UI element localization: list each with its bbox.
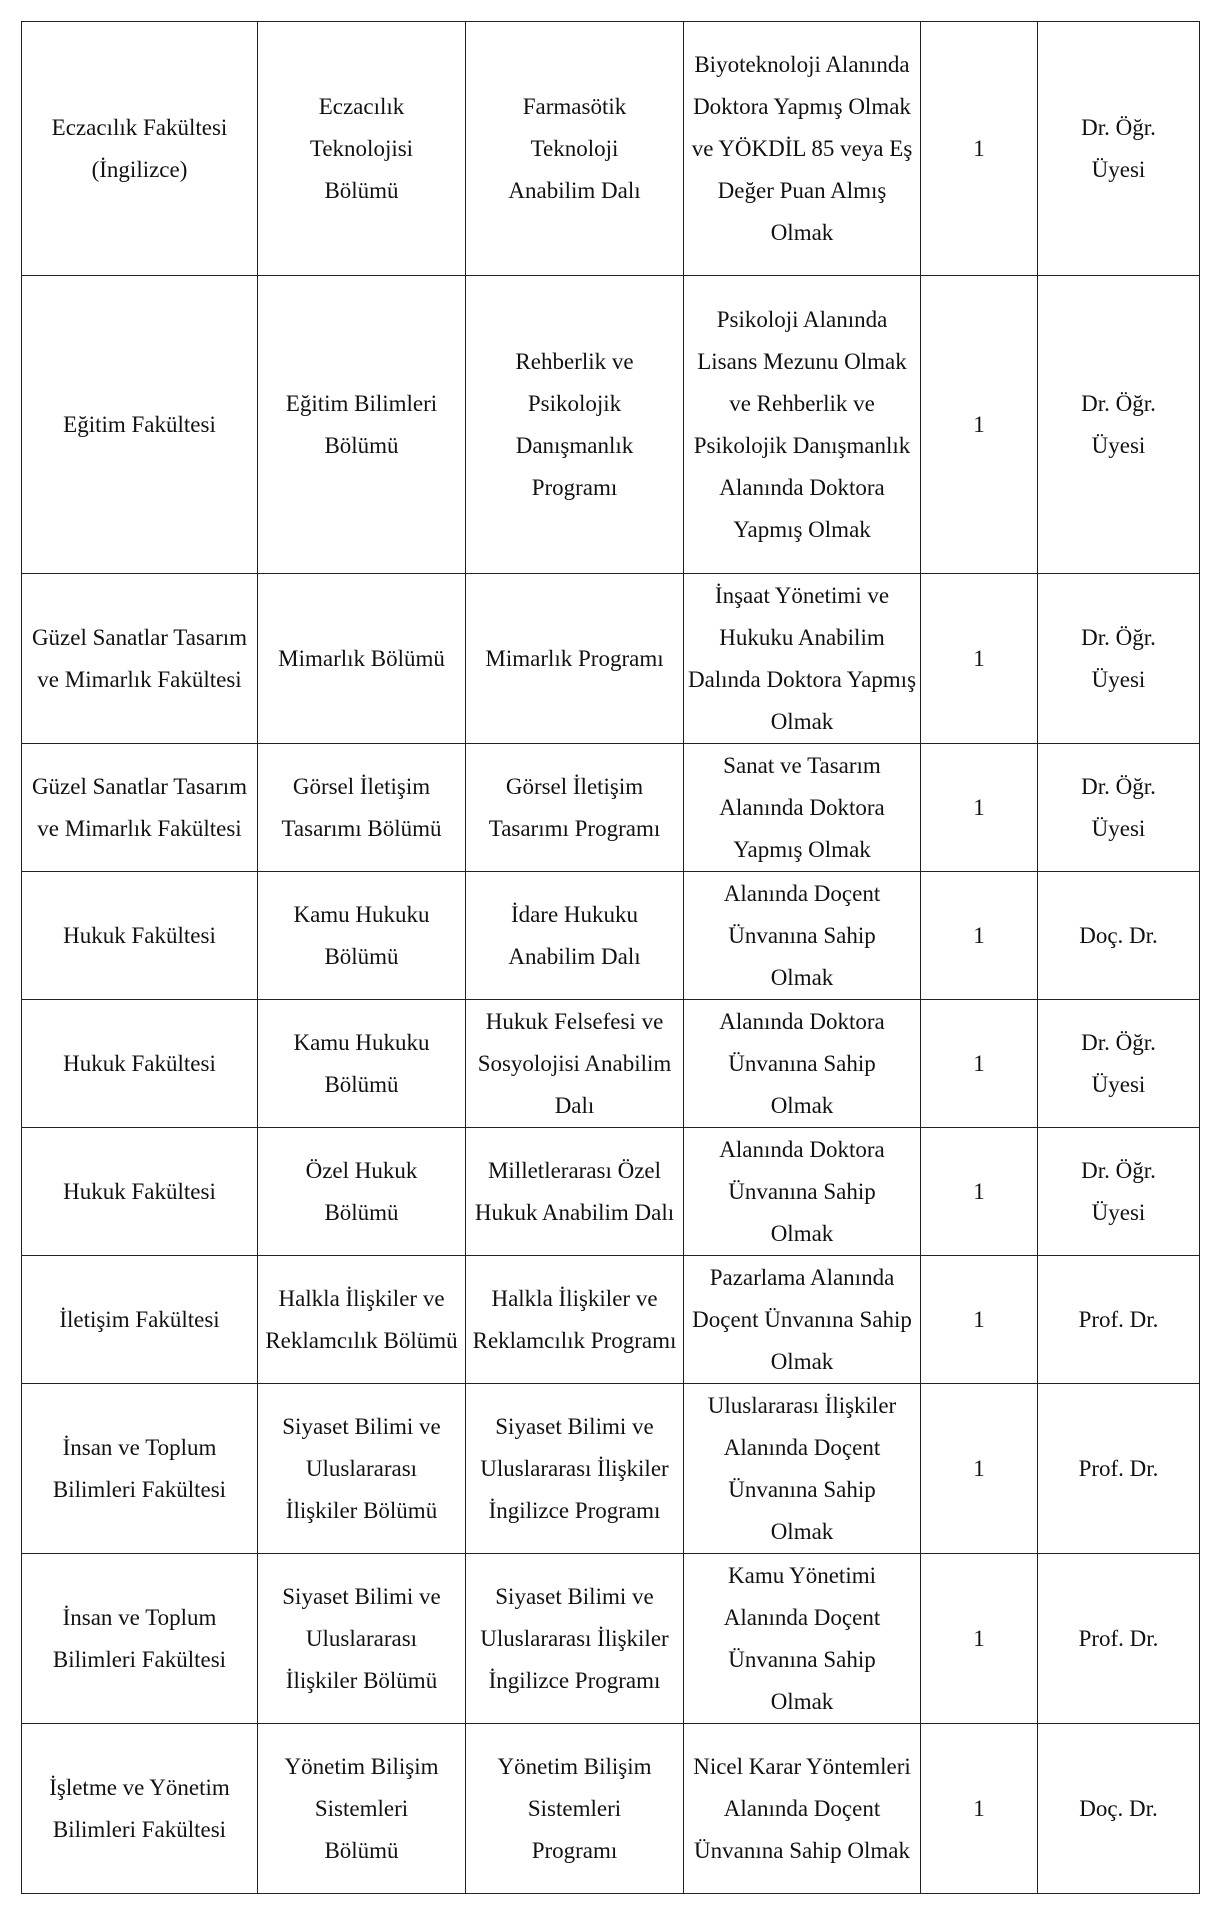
count-cell: 1 (921, 276, 1038, 574)
department-cell: Eğitim Bilimleri Bölümü (258, 276, 466, 574)
program-cell: Farmasötik Teknoloji Anabilim Dalı (466, 22, 684, 276)
faculty-cell: İşletme ve Yönetim Bilimleri Fakültesi (22, 1724, 258, 1894)
count-cell: 1 (921, 22, 1038, 276)
department-cell: Kamu Hukuku Bölümü (258, 1000, 466, 1128)
faculty-cell: İletişim Fakültesi (22, 1256, 258, 1384)
program-cell: Siyaset Bilimi ve Uluslararası İlişkiler İngilizce Programı (466, 1384, 684, 1554)
title-cell: Dr. Öğr. Üyesi (1038, 1000, 1200, 1128)
department-cell: Eczacılık Teknolojisi Bölümü (258, 22, 466, 276)
requirement-cell: Uluslararası İlişkiler Alanında Doçent Ünvanına Sahip Olmak (684, 1384, 921, 1554)
requirement-cell: Sanat ve Tasarım Alanında Doktora Yapmış Olmak (684, 744, 921, 872)
table-row (22, 574, 1200, 744)
requirement-cell: Alanında Doktora Ünvanına Sahip Olmak (684, 1000, 921, 1128)
program-cell: Yönetim Bilişim Sistemleri Programı (466, 1724, 684, 1894)
faculty-cell: Hukuk Fakültesi (22, 1128, 258, 1256)
count-cell: 1 (921, 1384, 1038, 1554)
position-table (21, 21, 1200, 1894)
department-cell: Halkla İlişkiler ve Reklamcılık Bölümü (258, 1256, 466, 1384)
department-cell: Yönetim Bilişim Sistemleri Bölümü (258, 1724, 466, 1894)
program-cell: Hukuk Felsefesi ve Sosyolojisi Anabilim Dalı (466, 1000, 684, 1128)
table-row (22, 22, 1200, 276)
department-cell: Siyaset Bilimi ve Uluslararası İlişkiler Bölümü (258, 1554, 466, 1724)
requirement-cell: Biyoteknoloji Alanında Doktora Yapmış Olmak ve YÖKDİL 85 veya Eş Değer Puan Almış Olmak (684, 22, 921, 276)
faculty-cell: Eğitim Fakültesi (22, 276, 258, 574)
program-cell: Görsel İletişim Tasarımı Programı (466, 744, 684, 872)
faculty-cell: Güzel Sanatlar Tasarım ve Mimarlık Fakültesi (22, 574, 258, 744)
title-cell: Dr. Öğr. Üyesi (1038, 574, 1200, 744)
department-cell: Siyaset Bilimi ve Uluslararası İlişkiler Bölümü (258, 1384, 466, 1554)
faculty-cell: Hukuk Fakültesi (22, 1000, 258, 1128)
title-cell: Dr. Öğr. Üyesi (1038, 744, 1200, 872)
table-row (22, 1128, 1200, 1256)
title-cell: Prof. Dr. (1038, 1384, 1200, 1554)
faculty-cell: İnsan ve Toplum Bilimleri Fakültesi (22, 1554, 258, 1724)
department-cell: Mimarlık Bölümü (258, 574, 466, 744)
count-cell: 1 (921, 1554, 1038, 1724)
count-cell: 1 (921, 1256, 1038, 1384)
count-cell: 1 (921, 1724, 1038, 1894)
requirement-cell: İnşaat Yönetimi ve Hukuku Anabilim Dalında Doktora Yapmış Olmak (684, 574, 921, 744)
table-row (22, 276, 1200, 574)
requirement-cell: Pazarlama Alanında Doçent Ünvanına Sahip Olmak (684, 1256, 921, 1384)
title-cell: Prof. Dr. (1038, 1256, 1200, 1384)
count-cell: 1 (921, 744, 1038, 872)
program-cell: Mimarlık Programı (466, 574, 684, 744)
count-cell: 1 (921, 872, 1038, 1000)
table-row (22, 1554, 1200, 1724)
title-cell: Doç. Dr. (1038, 1724, 1200, 1894)
title-cell: Dr. Öğr. Üyesi (1038, 276, 1200, 574)
requirement-cell: Kamu Yönetimi Alanında Doçent Ünvanına Sahip Olmak (684, 1554, 921, 1724)
count-cell: 1 (921, 1128, 1038, 1256)
program-cell: Halkla İlişkiler ve Reklamcılık Programı (466, 1256, 684, 1384)
faculty-cell: Güzel Sanatlar Tasarım ve Mimarlık Fakültesi (22, 744, 258, 872)
requirement-cell: Nicel Karar Yöntemleri Alanında Doçent Ünvanına Sahip Olmak (684, 1724, 921, 1894)
department-cell: Özel Hukuk Bölümü (258, 1128, 466, 1256)
count-cell: 1 (921, 1000, 1038, 1128)
title-cell: Dr. Öğr. Üyesi (1038, 22, 1200, 276)
title-cell: Dr. Öğr. Üyesi (1038, 1128, 1200, 1256)
department-cell: Kamu Hukuku Bölümü (258, 872, 466, 1000)
faculty-cell: Eczacılık Fakültesi (İngilizce) (22, 22, 258, 276)
table-row (22, 1256, 1200, 1384)
title-cell: Doç. Dr. (1038, 872, 1200, 1000)
table-row (22, 1000, 1200, 1128)
department-cell: Görsel İletişim Tasarımı Bölümü (258, 744, 466, 872)
table-row (22, 872, 1200, 1000)
requirement-cell: Psikoloji Alanında Lisans Mezunu Olmak ve Rehberlik ve Psikolojik Danışmanlık Alanında Doktora Yapmış Olmak (684, 276, 921, 574)
program-cell: Rehberlik ve Psikolojik Danışmanlık Programı (466, 276, 684, 574)
program-cell: İdare Hukuku Anabilim Dalı (466, 872, 684, 1000)
program-cell: Milletlerarası Özel Hukuk Anabilim Dalı (466, 1128, 684, 1256)
program-cell: Siyaset Bilimi ve Uluslararası İlişkiler İngilizce Programı (466, 1554, 684, 1724)
requirement-cell: Alanında Doçent Ünvanına Sahip Olmak (684, 872, 921, 1000)
table-row (22, 744, 1200, 872)
table-row (22, 1724, 1200, 1894)
table-row (22, 1384, 1200, 1554)
count-cell: 1 (921, 574, 1038, 744)
title-cell: Prof. Dr. (1038, 1554, 1200, 1724)
faculty-cell: Hukuk Fakültesi (22, 872, 258, 1000)
faculty-cell: İnsan ve Toplum Bilimleri Fakültesi (22, 1384, 258, 1554)
requirement-cell: Alanında Doktora Ünvanına Sahip Olmak (684, 1128, 921, 1256)
